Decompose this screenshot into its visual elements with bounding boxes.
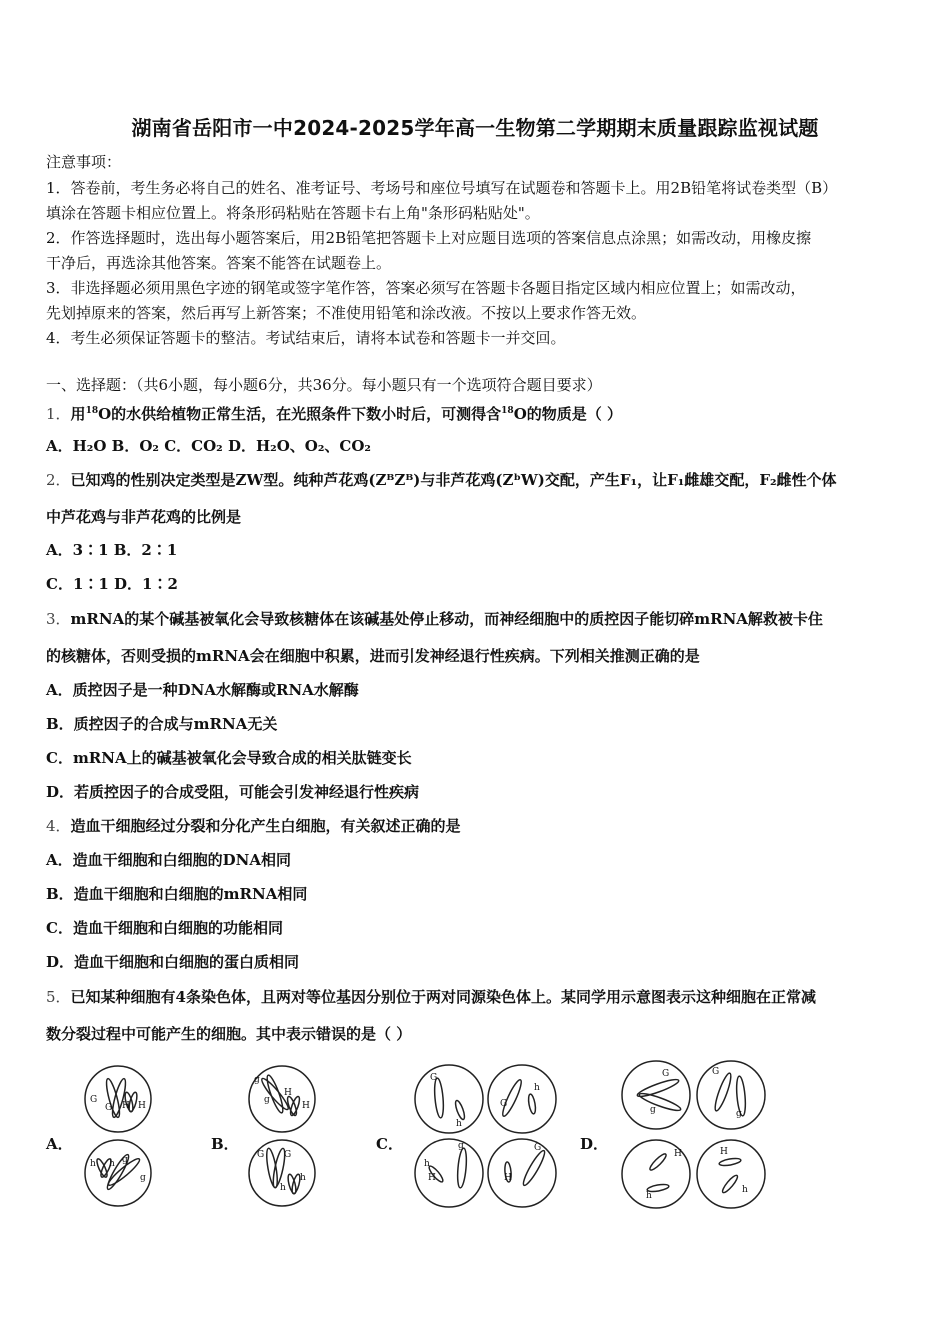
q2-options-ab: A．3∶1 B．2∶1 <box>46 541 178 559</box>
chromosome <box>527 1094 536 1115</box>
notice-line: 先划掉原来的答案，然后再写上新答案；不准使用铅笔和涂改液。不按以上要求作答无效。 <box>46 304 647 322</box>
q3-option-d: D．若质控因子的合成受阻，可能会引发神经退行性疾病 <box>46 783 420 801</box>
question-5: 5．已知某种细胞有4条染色体，且两对等位基因分别位于两对同源染色体上。某同学用示意图表示这种细胞在正常减 <box>46 988 816 1006</box>
chromosome <box>712 1072 733 1112</box>
gene-label: h <box>742 1185 748 1195</box>
gene-label: G <box>430 1073 438 1083</box>
chromosome <box>433 1078 444 1119</box>
cell-circle <box>697 1061 765 1129</box>
gene-label: h <box>300 1173 306 1183</box>
question-3: 3．mRNA的某个碱基被氧化会导致核糖体在该碱基处停止移动，而神经细胞中的质控因子能切碎mRNA解救被卡住 <box>46 610 823 628</box>
page-title: 湖南省岳阳市一中2024-2025学年高一生物第二学期期末质量跟踪监视试题 <box>131 116 819 140</box>
cell-circle <box>415 1065 483 1133</box>
section-heading: 一、选择题：（共6小题，每小题6分，共36分。每小题只有一个选项符合题目要求） <box>46 376 602 394</box>
gene-label: h <box>646 1191 652 1201</box>
chromosome <box>521 1149 548 1188</box>
gene-label: G <box>284 1150 292 1160</box>
notice-line: 2．作答选择题时，选出每小题答案后，用2B铅笔把答题卡上对应题目选项的答案信息点涂黑；如需改动，用橡皮擦 <box>46 229 812 247</box>
q5-figure-d <box>618 1058 768 1212</box>
gene-label: h <box>90 1159 96 1169</box>
q4-option-b: B．造血干细胞和白细胞的mRNA相同 <box>46 885 308 903</box>
notice-line: 3．非选择题必须用黑色字迹的钢笔或签字笔作答，答案必须写在答题卡各题目指定区域内相应位置上；如需改动， <box>46 279 806 297</box>
gene-label: h <box>456 1119 462 1129</box>
gene-label: H <box>720 1147 728 1157</box>
gene-label: H <box>674 1149 682 1159</box>
notice-line: 1．答卷前，考生务必将自己的姓名、准考证号、考场号和座位号填写在试题卷和答题卡上。用2B铅笔将试卷类型（B） <box>46 179 838 197</box>
chromosome <box>638 1091 682 1114</box>
gene-label: G <box>534 1143 542 1153</box>
notice-line: 干净后，再选涂其他答案。答案不能答在试题卷上。 <box>46 254 392 272</box>
gene-label: G <box>105 1103 113 1113</box>
gene-label: g <box>736 1109 742 1119</box>
gene-label: G <box>712 1067 720 1077</box>
gene-label: h <box>534 1083 540 1093</box>
cell-circle <box>488 1139 556 1207</box>
chromosome <box>648 1152 668 1172</box>
chromosome <box>721 1174 740 1195</box>
cell-circle <box>488 1065 556 1133</box>
q5-option-d-label: D． <box>580 1135 609 1153</box>
gene-label: h <box>424 1159 430 1169</box>
cell-circle <box>415 1139 483 1207</box>
q3-option-a: A．质控因子是一种DNA水解酶或RNA水解酶 <box>46 681 359 699</box>
q5-figure-c <box>412 1062 562 1212</box>
chromosome <box>719 1157 742 1167</box>
gene-label: G <box>90 1095 98 1105</box>
notice-line: 4．考生必须保证答题卡的整洁。考试结束后，请将本试卷和答题卡一并交回。 <box>46 329 566 347</box>
q2-options-cd: C．1∶1 D．1∶2 <box>46 575 178 593</box>
gene-label: g <box>122 1155 128 1165</box>
question-1: 1．用$^{18}$O的水供给植物正常生活，在光照条件下数小时后，可测得含$^{18}$O的物质是（ ） <box>46 405 622 423</box>
gene-label: g <box>254 1075 260 1085</box>
gene-label: g <box>650 1105 656 1115</box>
cell-circle <box>622 1061 690 1129</box>
cell-circle <box>697 1140 765 1208</box>
gene-label: g <box>458 1141 464 1151</box>
q5-option-c-label: C． <box>376 1135 403 1153</box>
q4-option-c: C．造血干细胞和白细胞的功能相同 <box>46 919 283 937</box>
chromosome <box>636 1077 680 1100</box>
chromosome <box>500 1078 524 1118</box>
q1-options: A．H₂O B．O₂ C．CO₂ D．H₂O、O₂、CO₂ <box>46 437 371 455</box>
gene-label: G <box>500 1099 508 1109</box>
question-3-cont: 的核糖体，否则受损的mRNA会在细胞中积累，进而引发神经退行性疾病。下列相关推测正确的是 <box>46 647 700 665</box>
question-4: 4．造血干细胞经过分裂和分化产生白细胞，有关叙述正确的是 <box>46 817 461 835</box>
question-2: 2．已知鸡的性别决定类型是ZW型。纯种芦花鸡(ZᴮZᴮ)与非芦花鸡(ZᵇW)交配，产生F₁，让F₁雌雄交配，F₂雌性个体 <box>46 471 837 489</box>
gene-label: H <box>284 1088 292 1098</box>
chromosome <box>454 1100 466 1121</box>
gene-label: G <box>662 1069 670 1079</box>
notice-heading: 注意事项： <box>46 153 122 171</box>
chromosome <box>456 1148 467 1189</box>
gene-label: H <box>122 1101 130 1111</box>
gene-label: H <box>138 1101 146 1111</box>
chromosome <box>264 1074 285 1114</box>
gene-label: G <box>257 1150 265 1160</box>
gene-label: h <box>280 1183 286 1193</box>
q4-option-a: A．造血干细胞和白细胞的DNA相同 <box>46 851 291 869</box>
q5-figure-b <box>242 1062 322 1212</box>
q4-option-d: D．造血干细胞和白细胞的蛋白质相同 <box>46 953 300 971</box>
q5-option-b-label: B． <box>211 1135 239 1153</box>
gene-label: H <box>504 1173 512 1183</box>
chromosome <box>265 1148 280 1189</box>
gene-label: g <box>140 1173 146 1183</box>
q3-option-c: C．mRNA上的碱基被氧化会导致合成的相关肽链变长 <box>46 749 412 767</box>
q3-option-b: B．质控因子的合成与mRNA无关 <box>46 715 278 733</box>
gene-label: H <box>302 1101 310 1111</box>
gene-label: h <box>109 1159 115 1169</box>
question-5-cont: 数分裂过程中可能产生的细胞。其中表示错误的是（ ） <box>46 1025 412 1043</box>
question-2-cont: 中芦花鸡与非芦花鸡的比例是 <box>46 508 242 526</box>
q5-figure-a <box>78 1062 158 1212</box>
gene-label: g <box>264 1095 270 1105</box>
notice-line: 填涂在答题卡相应位置上。将条形码粘贴在答题卡右上角"条形码粘贴处"。 <box>46 204 540 222</box>
gene-label: H <box>428 1173 436 1183</box>
q5-option-a-label: A． <box>46 1135 73 1153</box>
